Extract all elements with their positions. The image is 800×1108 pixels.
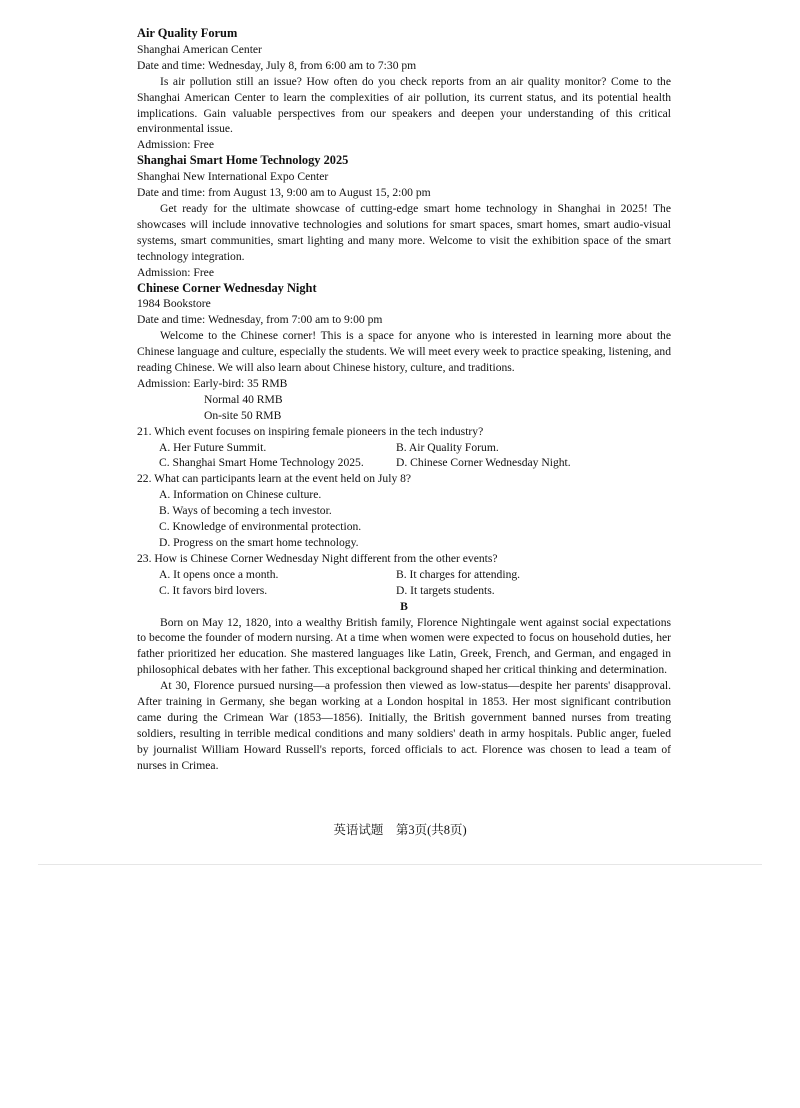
event-venue: Shanghai New International Expo Center <box>137 170 329 184</box>
event-description: Get ready for the ultimate showcase of cutting-edge smart home technology in Shanghai in 2025! The showcases will include innovative technologies and solutions for smart spaces, smart homes, smart audio-visual systems, smart communities, smart lighting and many more. Welcome to visit the exhibition space of the smart technology integration. <box>137 201 671 263</box>
option-d: D. Chinese Corner Wednesday Night. <box>396 456 571 470</box>
question-stem: 21. Which event focuses on inspiring female pioneers in the tech industry? <box>137 424 484 438</box>
event-chinese-corner <box>137 281 671 424</box>
section-heading: B <box>400 599 408 613</box>
event-description: Is air pollution still an issue? How often do you check reports from an air quality monitor? Come to the Shanghai American Center to learn the complexities of air pollution, its current status, and its potential health implications. Gain valuable perspectives from our speakers and deepen your understanding of this critical environmental issue. <box>137 74 671 136</box>
event-datetime: Date and time: Wednesday, July 8, from 6:00 am to 7:30 pm <box>137 58 417 72</box>
option-a: A. Her Future Summit. <box>159 440 267 454</box>
event-description: Welcome to the Chinese corner! This is a space for anyone who is interested in learning more about the Chinese language and culture, especially the students. We will meet every week to practice speaking, listening, and reading Chinese. We will also learn about Chinese history, culture, and traditions. <box>137 329 671 375</box>
event-admission: Admission: Free <box>137 265 214 279</box>
event-venue: Shanghai American Center <box>137 42 262 56</box>
event-title: Air Quality Forum <box>137 26 238 40</box>
option-c: C. Shanghai Smart Home Technology 2025. <box>159 456 364 470</box>
option-c: C. Knowledge of environmental protection. <box>159 520 362 534</box>
event-air-quality-forum <box>137 26 671 153</box>
option-b: B. Ways of becoming a tech investor. <box>159 504 332 518</box>
page-footer: 英语试题 第3页(共8页) <box>333 823 467 837</box>
option-b: B. Air Quality Forum. <box>396 440 499 454</box>
event-datetime: Date and time: Wednesday, from 7:00 am to 9:00 pm <box>137 313 383 327</box>
passage-paragraph-2: At 30, Florence pursued nursing—a profession then viewed as low-status—despite her parents' disapproval. After training in Germany, she began working at a London hospital in 1853. Her most significant contribution came during the Crimean War (1853—1856). Initially, the British government banned nurses from treating soldiers, resulting in terrible medical conditions and many soldiers' death in army hospitals. Public anger, fueled by journalist William Howard Russell's reports, forced officials to act. Florence was chosen to lead a team of nurses in Crimea. <box>137 679 671 772</box>
option-a: A. Information on Chinese culture. <box>159 488 322 502</box>
exam-page <box>137 26 671 774</box>
option-c: C. It favors bird lovers. <box>159 583 268 597</box>
event-smart-home-technology <box>137 153 671 280</box>
question-23 <box>137 551 671 599</box>
event-venue: 1984 Bookstore <box>137 297 211 311</box>
event-admission: Admission: Early-bird: 35 RMB <box>137 376 288 390</box>
section-b <box>137 599 671 774</box>
question-21 <box>137 424 671 472</box>
question-stem: 22. What can participants learn at the event held on July 8? <box>137 472 412 486</box>
passage-paragraph-1: Born on May 12, 1820, into a wealthy British family, Florence Nightingale went against social expectations to become the founder of modern nursing. At a time when women were expected to focus on household duties, her father prioritized her education. She mastered languages like Latin, Greek, French, and German, and engaged in philosophical debates with her father. This exceptional background shaped her critical thinking and determination. <box>137 615 671 677</box>
event-title: Shanghai Smart Home Technology 2025 <box>137 153 349 168</box>
option-b: B. It charges for attending. <box>396 567 521 581</box>
option-d: D. It targets students. <box>396 583 495 597</box>
option-d: D. Progress on the smart home technology. <box>159 536 359 549</box>
option-a: A. It opens once a month. <box>159 567 279 581</box>
event-admission: Admission: Free <box>137 138 214 152</box>
event-datetime: Date and time: from August 13, 9:00 am to August 15, 2:00 pm <box>137 186 431 200</box>
question-stem: 23. How is Chinese Corner Wednesday Night different from the other events? <box>137 551 498 565</box>
admission-normal: Normal 40 RMB <box>204 392 283 406</box>
page-divider <box>38 864 762 865</box>
question-22 <box>137 471 671 551</box>
event-title: Chinese Corner Wednesday Night <box>137 280 317 295</box>
admission-onsite: On-site 50 RMB <box>204 408 282 422</box>
